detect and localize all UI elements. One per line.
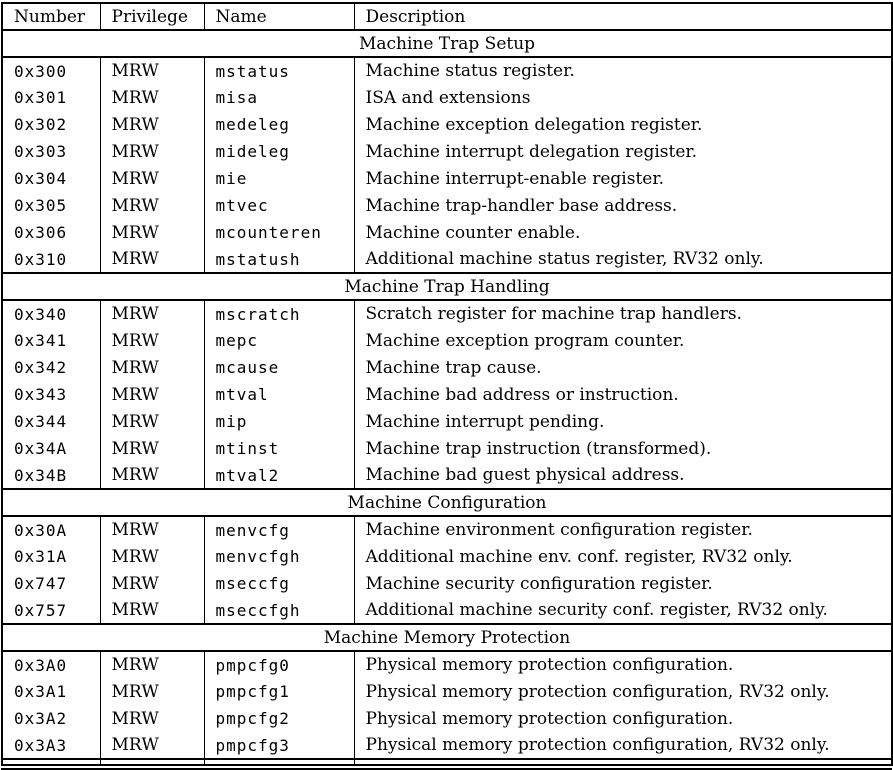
cell-description: Machine interrupt delegation register. bbox=[354, 138, 892, 165]
cell-privilege: MRW bbox=[100, 300, 204, 327]
section-header-row bbox=[2, 489, 892, 516]
cell-description: Machine exception program counter. bbox=[354, 327, 892, 354]
section-title: Machine Memory Protection bbox=[2, 624, 892, 651]
cell-privilege: MRW bbox=[100, 57, 204, 84]
table-row bbox=[2, 192, 892, 219]
cell-description: Machine trap instruction (transformed). bbox=[354, 435, 892, 462]
cell-description: Machine interrupt pending. bbox=[354, 408, 892, 435]
cell-name: misa bbox=[204, 84, 354, 111]
cell-privilege: MRW bbox=[100, 705, 204, 732]
table-row bbox=[2, 516, 892, 543]
cell-description: Physical memory protection configuration, RV32 only. bbox=[354, 732, 892, 759]
table-row bbox=[2, 462, 892, 489]
cell-number: 0x301 bbox=[2, 84, 100, 111]
table-row bbox=[2, 219, 892, 246]
cell-privilege: MRW bbox=[100, 597, 204, 624]
cell-description: Physical memory protection configuration, RV32 only. bbox=[354, 678, 892, 705]
cell-privilege: MRW bbox=[100, 651, 204, 678]
cell-description: Machine environment configuration register. bbox=[354, 516, 892, 543]
table-row bbox=[2, 543, 892, 570]
cell-number: 0x306 bbox=[2, 219, 100, 246]
table-row bbox=[2, 246, 892, 273]
cell-description: Scratch register for machine trap handlers. bbox=[354, 300, 892, 327]
cell-name: pmpcfg2 bbox=[204, 705, 354, 732]
cell-privilege: MRW bbox=[100, 192, 204, 219]
cell-description: Machine trap cause. bbox=[354, 354, 892, 381]
cell-name: mtval2 bbox=[204, 462, 354, 489]
cell-description: Machine bad address or instruction. bbox=[354, 381, 892, 408]
cell-name: mideleg bbox=[204, 138, 354, 165]
cell-description: Machine interrupt-enable register. bbox=[354, 165, 892, 192]
table-body bbox=[2, 30, 892, 765]
table-row bbox=[2, 354, 892, 381]
cell-description: Physical memory protection configuration. bbox=[354, 705, 892, 732]
table-row bbox=[2, 327, 892, 354]
machine-csr-table bbox=[1, 2, 893, 766]
cell-number: 0x3A3 bbox=[2, 732, 100, 759]
table-row bbox=[2, 570, 892, 597]
table-row bbox=[2, 678, 892, 705]
cell-number: 0x341 bbox=[2, 327, 100, 354]
cell-privilege: MRW bbox=[100, 246, 204, 273]
table-row bbox=[2, 408, 892, 435]
cell-privilege: MRW bbox=[100, 354, 204, 381]
cell-number: 0x302 bbox=[2, 111, 100, 138]
cell-number: 0x310 bbox=[2, 246, 100, 273]
cell-description: Machine status register. bbox=[354, 57, 892, 84]
cell-number: 0x747 bbox=[2, 570, 100, 597]
cell-number: 0x342 bbox=[2, 354, 100, 381]
truncated-row bbox=[2, 759, 892, 765]
table-row bbox=[2, 165, 892, 192]
header-row bbox=[2, 3, 892, 30]
table-row bbox=[2, 732, 892, 759]
cell-description: Additional machine security conf. register, RV32 only. bbox=[354, 597, 892, 624]
table-row bbox=[2, 111, 892, 138]
cell-privilege: MRW bbox=[100, 84, 204, 111]
cell-name: pmpcfg1 bbox=[204, 678, 354, 705]
cell-number: 0x34B bbox=[2, 462, 100, 489]
cell-name: mseccfg bbox=[204, 570, 354, 597]
table-row bbox=[2, 84, 892, 111]
cell-description: Machine trap-handler base address. bbox=[354, 192, 892, 219]
cell-number: 0x303 bbox=[2, 138, 100, 165]
section-header-row bbox=[2, 273, 892, 300]
cell-name: mcause bbox=[204, 354, 354, 381]
cell-privilege: MRW bbox=[100, 408, 204, 435]
section-header-row bbox=[2, 30, 892, 57]
cell-privilege: MRW bbox=[100, 138, 204, 165]
cell-name: mstatus bbox=[204, 57, 354, 84]
cell-description: Machine exception delegation register. bbox=[354, 111, 892, 138]
cell-name: mtvec bbox=[204, 192, 354, 219]
cell-number: 0x34A bbox=[2, 435, 100, 462]
truncated-cell bbox=[2, 759, 100, 765]
cell-name: mtval bbox=[204, 381, 354, 408]
cell-description: Physical memory protection configuration. bbox=[354, 651, 892, 678]
cell-description: Additional machine env. conf. register, RV32 only. bbox=[354, 543, 892, 570]
cell-privilege: MRW bbox=[100, 543, 204, 570]
cell-description: Machine security configuration register. bbox=[354, 570, 892, 597]
cell-number: 0x3A2 bbox=[2, 705, 100, 732]
cell-privilege: MRW bbox=[100, 462, 204, 489]
cell-number: 0x340 bbox=[2, 300, 100, 327]
cell-name: menvcfg bbox=[204, 516, 354, 543]
table-row bbox=[2, 651, 892, 678]
section-header-row bbox=[2, 624, 892, 651]
cell-number: 0x31A bbox=[2, 543, 100, 570]
table-row bbox=[2, 138, 892, 165]
cell-name: pmpcfg3 bbox=[204, 732, 354, 759]
cell-privilege: MRW bbox=[100, 327, 204, 354]
column-header-privilege: Privilege bbox=[100, 3, 204, 30]
cell-name: mip bbox=[204, 408, 354, 435]
cell-description: Machine counter enable. bbox=[354, 219, 892, 246]
cell-privilege: MRW bbox=[100, 381, 204, 408]
table-row bbox=[2, 705, 892, 732]
cell-privilege: MRW bbox=[100, 570, 204, 597]
cell-number: 0x343 bbox=[2, 381, 100, 408]
table-row bbox=[2, 300, 892, 327]
cell-privilege: MRW bbox=[100, 165, 204, 192]
cell-description: Machine bad guest physical address. bbox=[354, 462, 892, 489]
cell-description: ISA and extensions bbox=[354, 84, 892, 111]
cell-privilege: MRW bbox=[100, 516, 204, 543]
cell-name: mtinst bbox=[204, 435, 354, 462]
cell-number: 0x757 bbox=[2, 597, 100, 624]
section-title: Machine Trap Handling bbox=[2, 273, 892, 300]
column-header-description: Description bbox=[354, 3, 892, 30]
table-row bbox=[2, 435, 892, 462]
cell-number: 0x3A1 bbox=[2, 678, 100, 705]
cell-name: medeleg bbox=[204, 111, 354, 138]
section-title: Machine Configuration bbox=[2, 489, 892, 516]
cell-name: mseccfgh bbox=[204, 597, 354, 624]
truncated-cell bbox=[100, 759, 204, 765]
table-row bbox=[2, 597, 892, 624]
cell-number: 0x30A bbox=[2, 516, 100, 543]
cell-name: mepc bbox=[204, 327, 354, 354]
cell-name: menvcfgh bbox=[204, 543, 354, 570]
cell-privilege: MRW bbox=[100, 219, 204, 246]
cell-privilege: MRW bbox=[100, 732, 204, 759]
column-header-name: Name bbox=[204, 3, 354, 30]
cell-name: mcounteren bbox=[204, 219, 354, 246]
cell-number: 0x304 bbox=[2, 165, 100, 192]
truncated-cell bbox=[354, 759, 892, 765]
cell-name: mie bbox=[204, 165, 354, 192]
cell-name: pmpcfg0 bbox=[204, 651, 354, 678]
cell-number: 0x3A0 bbox=[2, 651, 100, 678]
truncated-cell bbox=[204, 759, 354, 765]
cell-name: mscratch bbox=[204, 300, 354, 327]
table-row bbox=[2, 57, 892, 84]
cell-number: 0x305 bbox=[2, 192, 100, 219]
cell-privilege: MRW bbox=[100, 678, 204, 705]
cell-number: 0x300 bbox=[2, 57, 100, 84]
cell-privilege: MRW bbox=[100, 435, 204, 462]
cell-name: mstatush bbox=[204, 246, 354, 273]
cell-number: 0x344 bbox=[2, 408, 100, 435]
cell-description: Additional machine status register, RV32 only. bbox=[354, 246, 892, 273]
cell-privilege: MRW bbox=[100, 111, 204, 138]
table-row bbox=[2, 381, 892, 408]
section-title: Machine Trap Setup bbox=[2, 30, 892, 57]
column-header-number: Number bbox=[2, 3, 100, 30]
